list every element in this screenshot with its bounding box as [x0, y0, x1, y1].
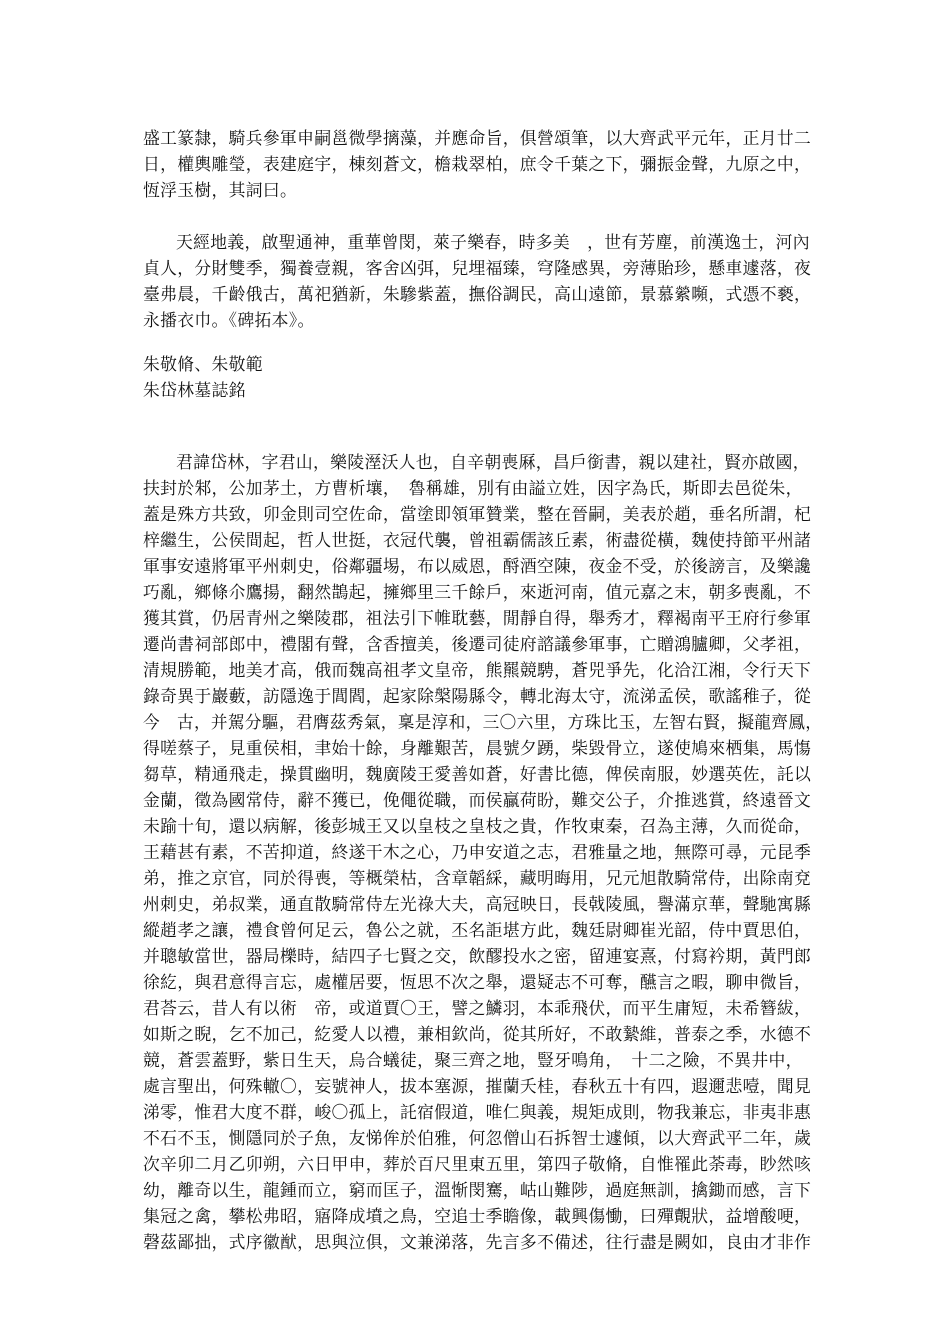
body-line-28: 次辛卯二月乙卯朔，六日甲申，葬於百尺里東五里，第四子敬脩，自惟罹此荼毒，眇然咳 [143, 1154, 812, 1174]
body-line-4: 梓繼生，公侯間起，哲人世挺，衣冠代襲，曾祖霸儒該丘素，術盡從橫，魏使持節平州諸 [143, 530, 812, 550]
body-line-22: 君荅云，昔人有以術 帝，或道賈〇王，譬之鱗羽，本乖飛伏，而平生庸短，未希簪紱， [143, 998, 812, 1018]
body-line-30: 集冠之禽，攀松弗昭，寤降成墳之鳥，空追士季瞻像，載興傷慟，曰殫覿狀，益增酸哽， [143, 1206, 812, 1226]
body-line-10: 錄奇異于巖藪，訪隱逸于閭閻，起家除槃陽縣令，轉北海太守，流涕孟侯，歌謠稚子，從 [143, 686, 812, 706]
body-line-3: 蓋是殊方共致，卯金則司空佐命，當塗即領軍贊業，整在晉嗣，美表於趙，垂名所謂，杞 [143, 504, 812, 524]
body-line-2: 扶封於邾，公加茅土，方曹析壤， 魯稱雄，別有由謚立姓，因字為氏，斯即去邑從朱， [143, 478, 803, 498]
body-line-8: 遷尚書祠部郎中，禮閣有聲，含香擅美，後遷司徒府諮議參軍事，亡贈鴻臚卿，父孝祖， [143, 634, 812, 654]
body-line-24: 競，蒼雲蓋野，紫日生天，烏合蟻徒，聚三齊之地，豎牙鳴角， 十二之險，不異井中， [143, 1050, 803, 1070]
body-line-16: 王藉甚有素，不苦抑道，終遂干木之心，乃申安道之志，君雅量之地，無際可尋，元昆季 [143, 842, 812, 862]
body-line-6: 巧亂，鄉條尒鷹揚，翻然鵲起，擁鄉里三千餘戶，來逝河南，值元嘉之末，朝多喪亂，不 [143, 582, 812, 602]
body-line-31: 磬茲鄙拙，式序徽猷，思與泣俱，文兼涕落，先言多不備述，往行盡是闕如，良由才非作 [143, 1232, 812, 1252]
authors-line: 朱敬脩、朱敬範 [143, 354, 263, 374]
body-line-11: 今 古，并駕分驅，君膺茲秀氣，稟是淳和，三〇六里，方珠比玉，左智右賢，擬龍齊鳳， [143, 712, 823, 732]
body-line-25: 處言聖出，何殊轍〇，妄號神人，拔本塞源，摧蘭夭桂，春秋五十有四，遐邇悲噎，聞見 [143, 1076, 812, 1096]
preface-line-1: 盛工篆隸，騎兵參軍申嗣邕微學摛藻，并應命旨，俱營頌筆，以大齊武平元年，正月廿二 [143, 128, 812, 148]
body-line-29: 幼，離奇以生，龍鍾而立，窮而匡子，溫惭閔騫，岵山難陟，過庭無訓，擒鋤而感，言下 [143, 1180, 812, 1200]
body-line-27: 不石不玉，惻隱同於子魚，友悌侔於伯雅，何忽僧山石拆智士遽傾，以大齊武平二年，歲 [143, 1128, 812, 1148]
body-line-9: 清規勝範，地美才高，俄而魏高祖孝文皇帝，熊羆競騁，蒼兕爭先，化洽江湘，令行天下 [143, 660, 812, 680]
body-line-19: 縱趙孝之讓，禮食曾何足云，魯公之就，丕名詎堪方此，魏廷尉卿崔光韶，侍中賈思伯， [143, 920, 812, 940]
ode-line-2: 貞人，分財雙季，獨養壹親，客舍凶弭，兒埋福臻，穹隆感異，旁薄貽珍，懸車遽落，夜 [143, 258, 812, 278]
body-line-20: 并聰敏當世，器局櫟時，結四子七賢之交，飲醪投水之密，留連宴熹，付寫衿期，黃門郎 [143, 946, 812, 966]
body-line-17: 弟，推之京官，同於得喪，等概榮枯，含章韜綵，藏明晦用，兄元旭散騎常侍，出除南兗 [143, 868, 812, 888]
ode-line-3: 臺弗晨，千齡俄古，萬祀猶新，朱驂紫蓋，撫俗調民，高山遠節，景慕縈嚬，式憑不褻， [143, 284, 812, 304]
body-line-13: 芻草，精通飛走，操貫幽明，魏廣陵王愛善如蒼，好書比德，俾侯南服，妙選英佐，託以 [143, 764, 812, 784]
preface-line-3: 恆浮玉樹，其詞曰。 [143, 180, 298, 200]
body-line-1: 君諱岱林，字君山，樂陵溼沃人也，自辛朝喪厤，昌戶銜書，親以建社，賢亦啟國， [176, 452, 810, 472]
ode-line-1: 天經地義，啟聖通神，重華曾閔，萊子樂春，時多美 ，世有芳塵，前漢逸士，河內 [176, 232, 810, 252]
preface-line-2: 日，權輿雕瑩，表建庭宇，棟刻蒼文，檐栽翠柏，庶令千葉之下，彌振金聲，九原之中， [143, 154, 812, 174]
body-line-7: 獲其賞，仍居青州之樂陵郡，祖法引下帷耽藝，閒靜自得，舉秀才，釋褐南平王府行參軍 [143, 608, 812, 628]
body-line-12: 得嗟蔡子，見重侯相，聿始十餘，身離艱苦，晨號夕踴，柴毀骨立，遂使鳩來栖集，馬慯 [143, 738, 812, 758]
inscription-title: 朱岱林墓誌銘 [143, 380, 246, 400]
body-line-15: 未踰十旬，還以病解，後彭城王又以皇枝之皇枝之貴，作牧東秦，召為主薄，久而從命， [143, 816, 812, 836]
body-line-23: 如斯之睨，乞不加己，紇愛人以禮，兼相欽尚，從其所好，不敢縶維，普泰之季，水德不 [143, 1024, 812, 1044]
body-line-21: 徐紇，與君意得言忘，處權居要，恆思不次之舉，還疑志不可奪，醼言之暇，聊申微旨， [143, 972, 812, 992]
body-line-18: 州刺史，弟叔業，通直散騎常侍左光祿大夫，高冠映日，長戟陵風，譽滿京華，聲馳寓縣 [143, 894, 812, 914]
body-line-5: 軍事安遠將軍平州刺史，俗鄰疆埸，布以威恩，酹酒空陳，夜金不受，於後謗言，及樂讒 [143, 556, 812, 576]
ode-line-4: 永播衣巾。《碑拓本》。 [143, 310, 315, 330]
body-line-14: 金蘭，徵為國常侍，辭不獲已，俛僶從職，而侯贏荷盼，難交公子，介推逃賞，終遠晉文 [143, 790, 812, 810]
body-line-26: 涕零，惟君大度不群，峻〇孤上，託宿假道，唯仁與義，規矩成則，物我兼忘，非夷非惠 [143, 1102, 812, 1122]
